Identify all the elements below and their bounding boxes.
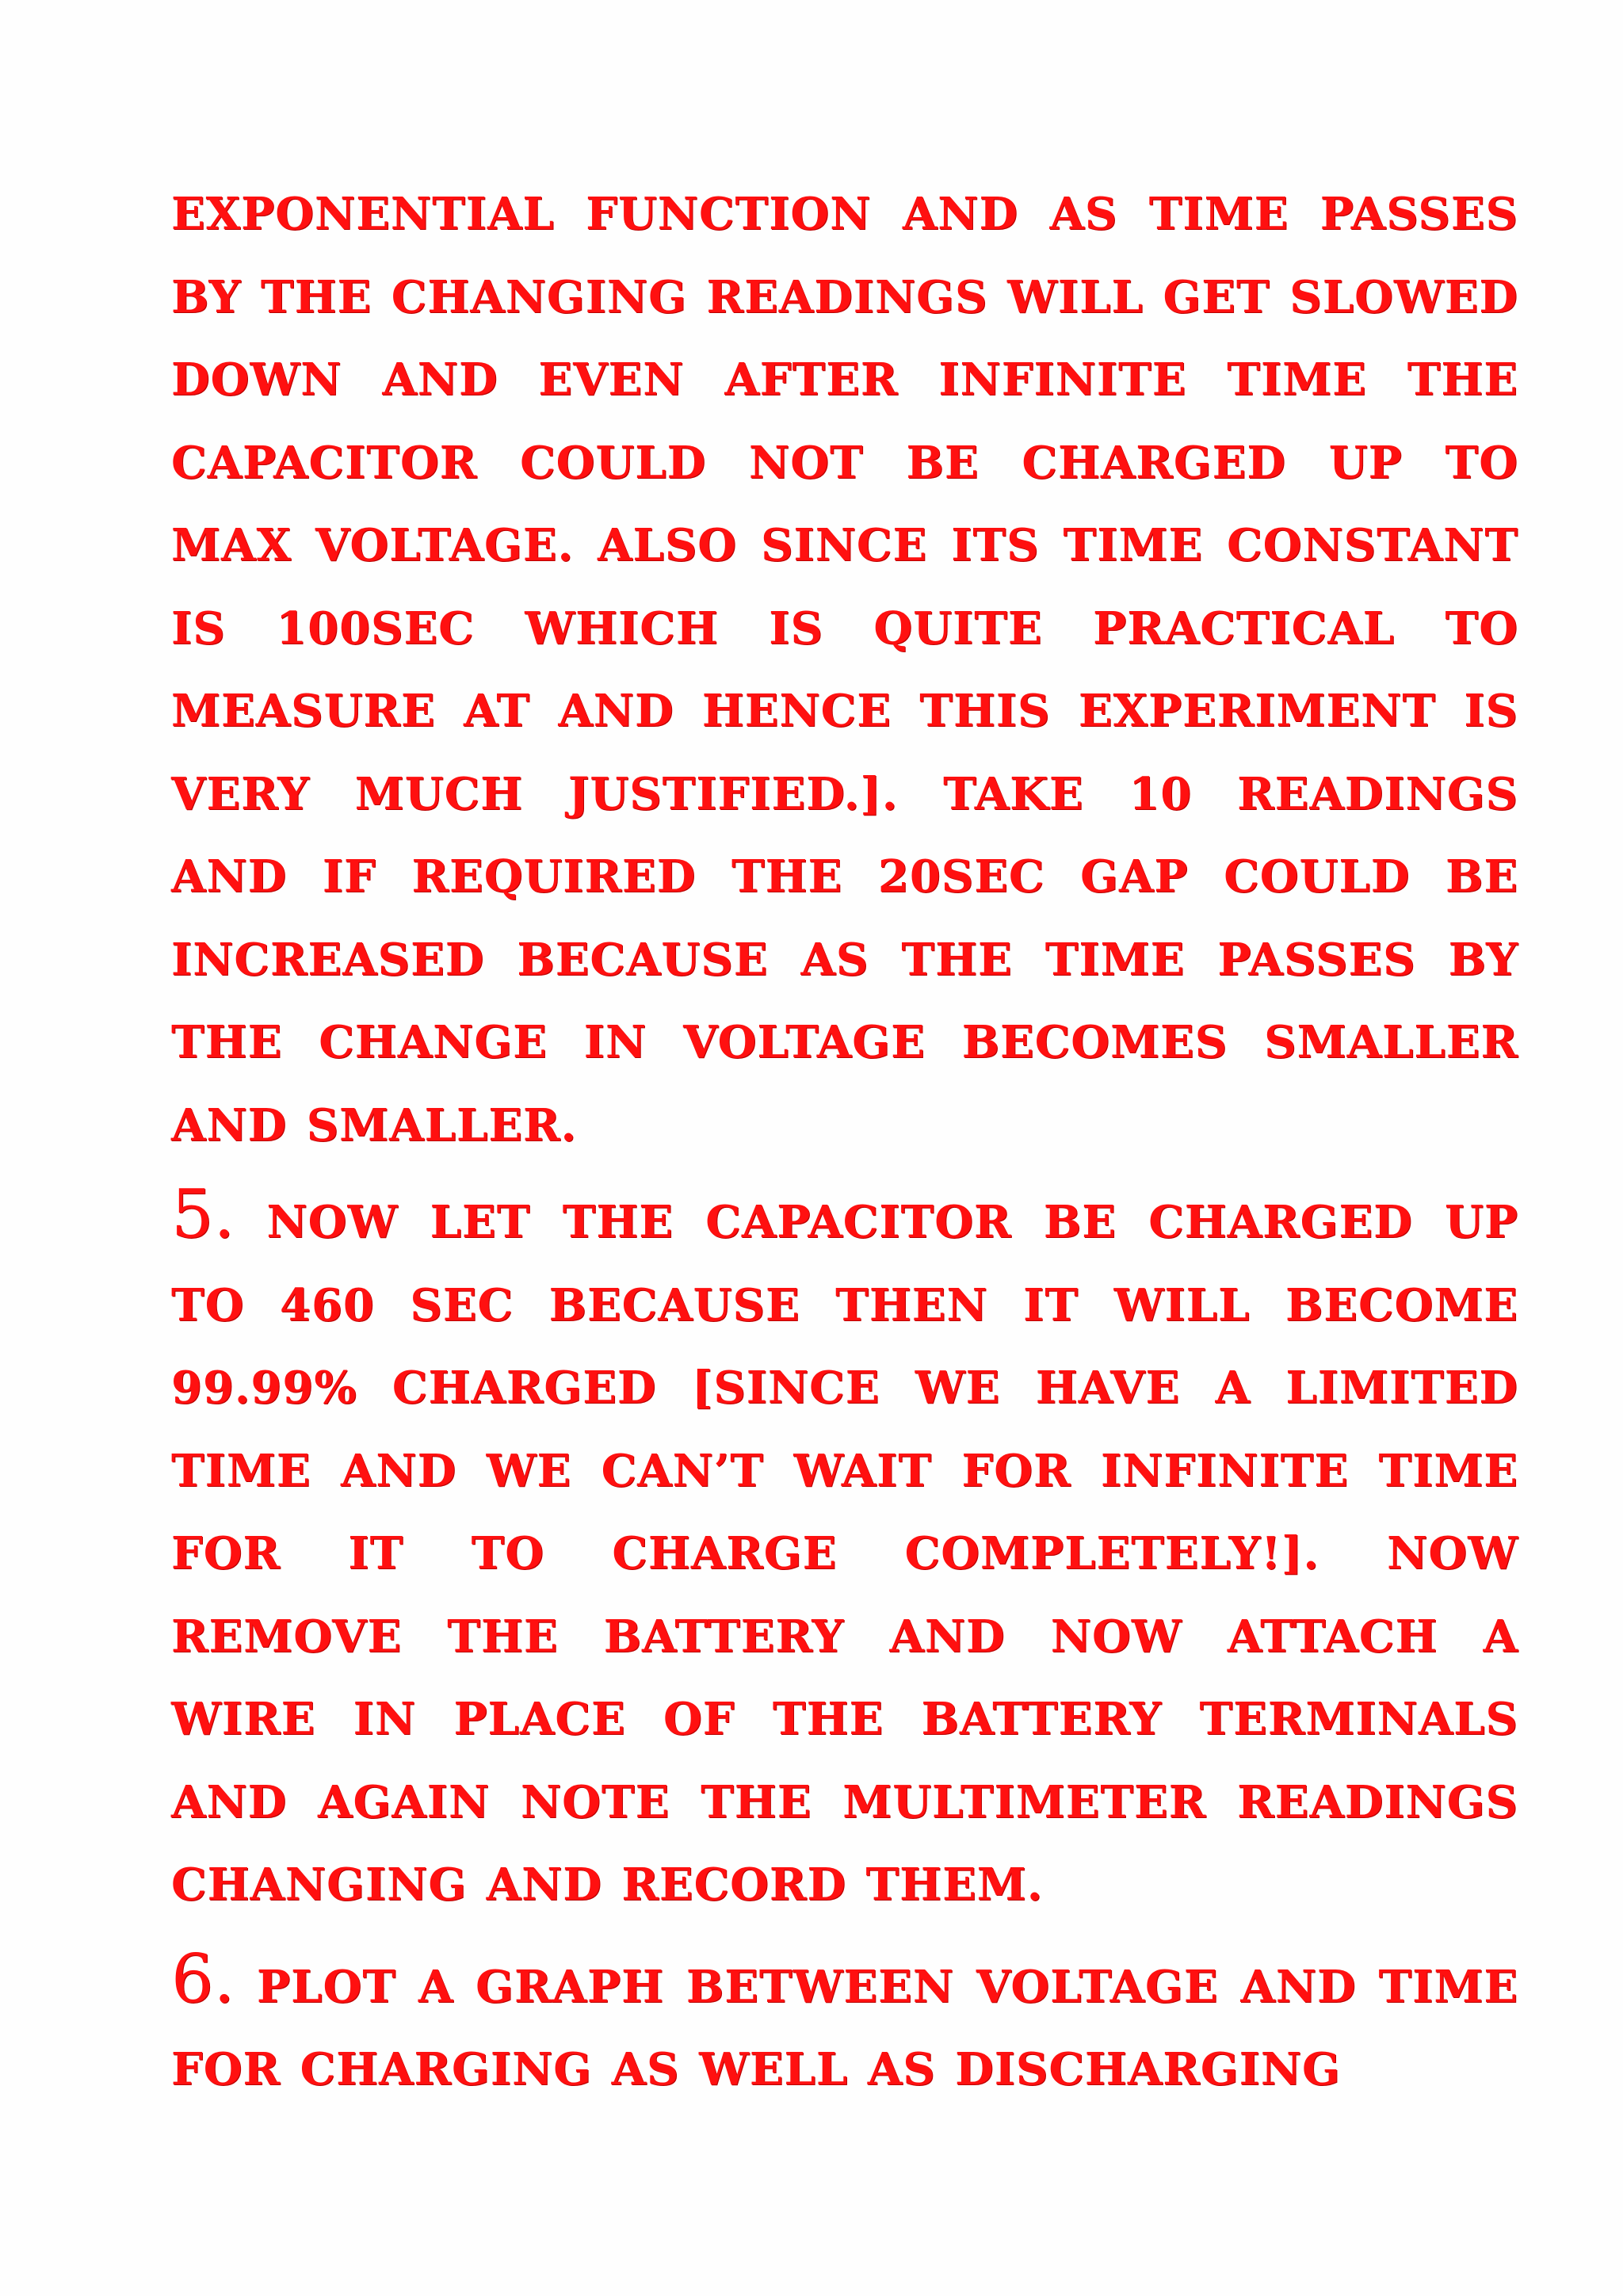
continuation-paragraph: EXPONENTIAL FUNCTION AND AS TIME PASSES BY THE CHANGING READINGS WILL GET SLOWED DOWN AND EVEN AFTER INFINITE TIME THE CAPACITOR COULD NOT BE CHARGED UP TO MAX VOLTAGE. ALSO SINCE ITS TIME CONSTANT IS 100SEC WHICH IS QUITE PRACTICAL TO MEASURE AT AND HENCE THIS EXPERIMENT IS VERY MUCH JUSTIFIED.]. TAKE 10 READINGS AND IF REQUIRED THE 20SEC GAP COULD BE INCREASED BECAUSE AS THE TIME PASSES BY THE CHANGE IN VOLTAGE BECOMES SMALLER AND SMALLER. [171,188,1518,1152]
step-5 [171,1173,1518,1927]
step-5-number: 5. [171,1175,235,1253]
step-6 [171,1938,1518,2111]
step-6-number: 6. [171,1939,235,2018]
step-5-text: NOW LET THE CAPACITOR BE CHARGED UP TO 460 SEC BECAUSE THEN IT WILL BECOME 99.99% CHARGED [SINCE WE HAVE A LIMITED TIME AND WE CAN’T WAIT FOR INFINITE TIME FOR IT TO CHARGE COMPLETELY!]. NOW REMOVE THE BATTERY AND NOW ATTACH A WIRE IN PLACE OF THE BATTERY TERMINALS AND AGAIN NOTE THE MULTIMETER READINGS CHANGING AND RECORD THEM. [171,1196,1519,1911]
document-body [171,173,1518,2111]
step-6-text: PLOT A GRAPH BETWEEN VOLTAGE AND TIME FOR CHARGING AS WELL AS DISCHARGING [171,1960,1519,2095]
